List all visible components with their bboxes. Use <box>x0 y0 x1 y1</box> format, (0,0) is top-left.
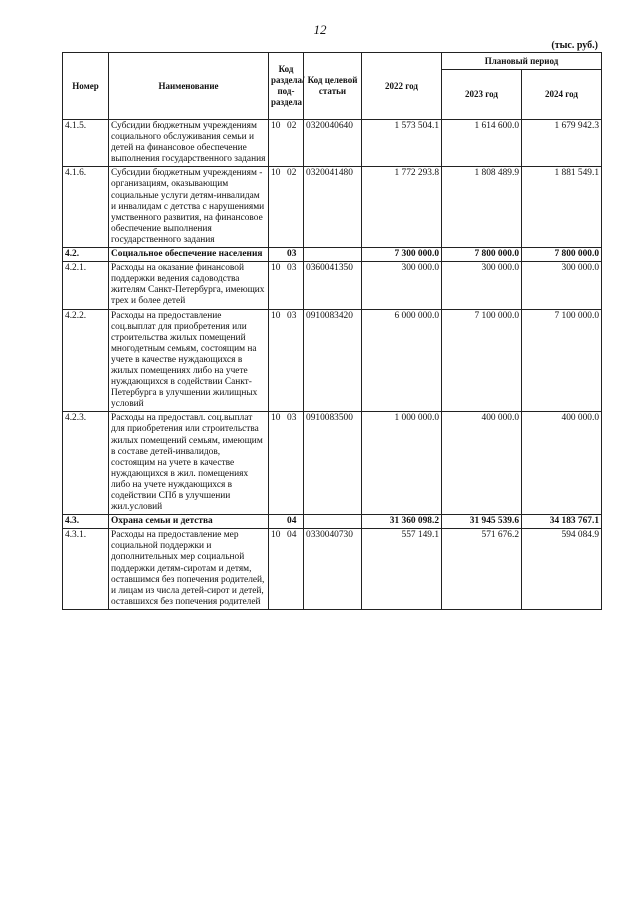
row-name: Социальное обеспечение населения <box>109 248 269 262</box>
row-number: 4.2. <box>63 248 109 262</box>
row-amount-2022: 1 000 000.0 <box>362 412 442 515</box>
row-amount-2022: 7 300 000.0 <box>362 248 442 262</box>
row-amount-2024: 34 183 767.1 <box>522 515 602 529</box>
section-code: 10 <box>271 121 281 131</box>
header-planning-period: Плановый период <box>442 53 602 70</box>
row-name: Расходы на предоставление мер социальной поддержки и дополнительных мер социальной поддержки детям-сиротам и детям, оставшимся без попечения родителей, и лицам из числа детей-сирот и детей, оставшихся без попечения родителей <box>109 529 269 610</box>
header-section: Код раздела/ под-раздела <box>269 53 304 120</box>
section-code: 10 <box>271 263 281 274</box>
row-target-code <box>304 248 362 262</box>
row-target-code: 0330040730 <box>304 529 362 610</box>
row-name: Субсидии бюджетным учреждениям - организациям, оказывающим социальные услуги детям-инвалидам и инвалидам с детства с нарушениями умственного развития, на финансовое обеспечение выполнения государственного задания <box>109 167 269 248</box>
row-amount-2023: 31 945 539.6 <box>442 515 522 529</box>
row-amount-2022: 300 000.0 <box>362 262 442 309</box>
subsection-code: 04 <box>287 516 297 527</box>
row-number: 4.2.2. <box>63 309 109 412</box>
budget-table <box>62 52 602 610</box>
table-row <box>63 515 602 529</box>
row-amount-2023: 1 808 489.9 <box>442 167 522 248</box>
row-number: 4.2.3. <box>63 412 109 515</box>
table-row <box>63 309 602 412</box>
row-section-code <box>269 412 304 515</box>
row-section-code <box>269 529 304 610</box>
row-amount-2023: 7 800 000.0 <box>442 248 522 262</box>
subsection-code: 03 <box>287 249 297 260</box>
row-amount-2022: 31 360 098.2 <box>362 515 442 529</box>
row-name: Расходы на предоставление соц.выплат для приобретения или строительства жилых помещений многодетным семьям, состоящим на учете в качестве нуждающихся в жилых помещениях либо на учете нуждающихся в содействии Санкт-Петербурга в улучшении жилищных условий <box>109 309 269 412</box>
row-section-code <box>269 248 304 262</box>
row-name: Расходы на предоставл. соц.выплат для приобретения или строительства жилых помещений семьям, имеющим в составе детей-инвалидов, состоящим на учете в качестве нуждающихся в жил. помещениях либо на учете нуждающихся в содействии СПб в улучшении жил.условий <box>109 412 269 515</box>
row-number: 4.2.1. <box>63 262 109 309</box>
table-row <box>63 412 602 515</box>
row-target-code: 0360041350 <box>304 262 362 309</box>
row-section-code <box>269 167 304 248</box>
subsection-code: 02 <box>287 168 297 179</box>
row-amount-2023: 571 676.2 <box>442 529 522 610</box>
row-amount-2022: 1 573 504.1 <box>362 120 442 167</box>
row-amount-2024: 1 679 942.3 <box>522 120 602 167</box>
row-section-code <box>269 515 304 529</box>
header-year-2022: 2022 год <box>362 53 442 120</box>
header-code: Код целевой статьи <box>304 53 362 120</box>
row-amount-2024: 7 800 000.0 <box>522 248 602 262</box>
table-row <box>63 167 602 248</box>
row-section-code <box>269 120 304 167</box>
table-row <box>63 262 602 309</box>
row-target-code <box>304 515 362 529</box>
row-target-code: 0320040640 <box>304 120 362 167</box>
section-code: 10 <box>271 310 281 321</box>
row-name: Охрана семьи и детства <box>109 515 269 529</box>
row-amount-2023: 300 000.0 <box>442 262 522 309</box>
subsection-code: 03 <box>287 263 297 274</box>
subsection-code: 04 <box>287 530 297 541</box>
header-year-2024: 2024 год <box>522 70 602 120</box>
row-number: 4.1.5. <box>63 120 109 167</box>
row-amount-2024: 300 000.0 <box>522 262 602 309</box>
row-amount-2024: 7 100 000.0 <box>522 309 602 412</box>
section-code: 10 <box>271 413 281 424</box>
row-target-code: 0320041480 <box>304 167 362 248</box>
table-row <box>63 529 602 610</box>
row-number: 4.1.6. <box>63 167 109 248</box>
table-row <box>63 120 602 167</box>
table-row <box>63 248 602 262</box>
row-number: 4.3. <box>63 515 109 529</box>
row-target-code: 0910083420 <box>304 309 362 412</box>
row-amount-2023: 400 000.0 <box>442 412 522 515</box>
header-number: Номер <box>63 53 109 120</box>
section-code: 10 <box>271 168 281 179</box>
subsection-code: 03 <box>287 413 297 424</box>
header-name: Наименование <box>109 53 269 120</box>
row-amount-2023: 7 100 000.0 <box>442 309 522 412</box>
units-label: (тыс. руб.) <box>551 40 598 51</box>
row-amount-2023: 1 614 600.0 <box>442 120 522 167</box>
row-name: Расходы на оказание финансовой поддержки ведения садоводства жителям Санкт-Петербурга, имеющих трех и более детей <box>109 262 269 309</box>
row-section-code <box>269 309 304 412</box>
row-amount-2024: 594 084.9 <box>522 529 602 610</box>
page-number: 12 <box>313 22 327 37</box>
subsection-code: 03 <box>287 310 297 321</box>
row-amount-2022: 1 772 293.8 <box>362 167 442 248</box>
subsection-code: 02 <box>287 121 297 131</box>
row-amount-2022: 557 149.1 <box>362 529 442 610</box>
row-number: 4.3.1. <box>63 529 109 610</box>
section-code: 10 <box>271 530 281 541</box>
row-amount-2024: 1 881 549.1 <box>522 167 602 248</box>
row-section-code <box>269 262 304 309</box>
row-name: Субсидии бюджетным учреждениям социального обслуживания семьи и детей на финансовое обеспечение выполнения государственного задания <box>109 120 269 167</box>
row-target-code: 0910083500 <box>304 412 362 515</box>
row-amount-2024: 400 000.0 <box>522 412 602 515</box>
header-year-2023: 2023 год <box>442 70 522 120</box>
row-amount-2022: 6 000 000.0 <box>362 309 442 412</box>
